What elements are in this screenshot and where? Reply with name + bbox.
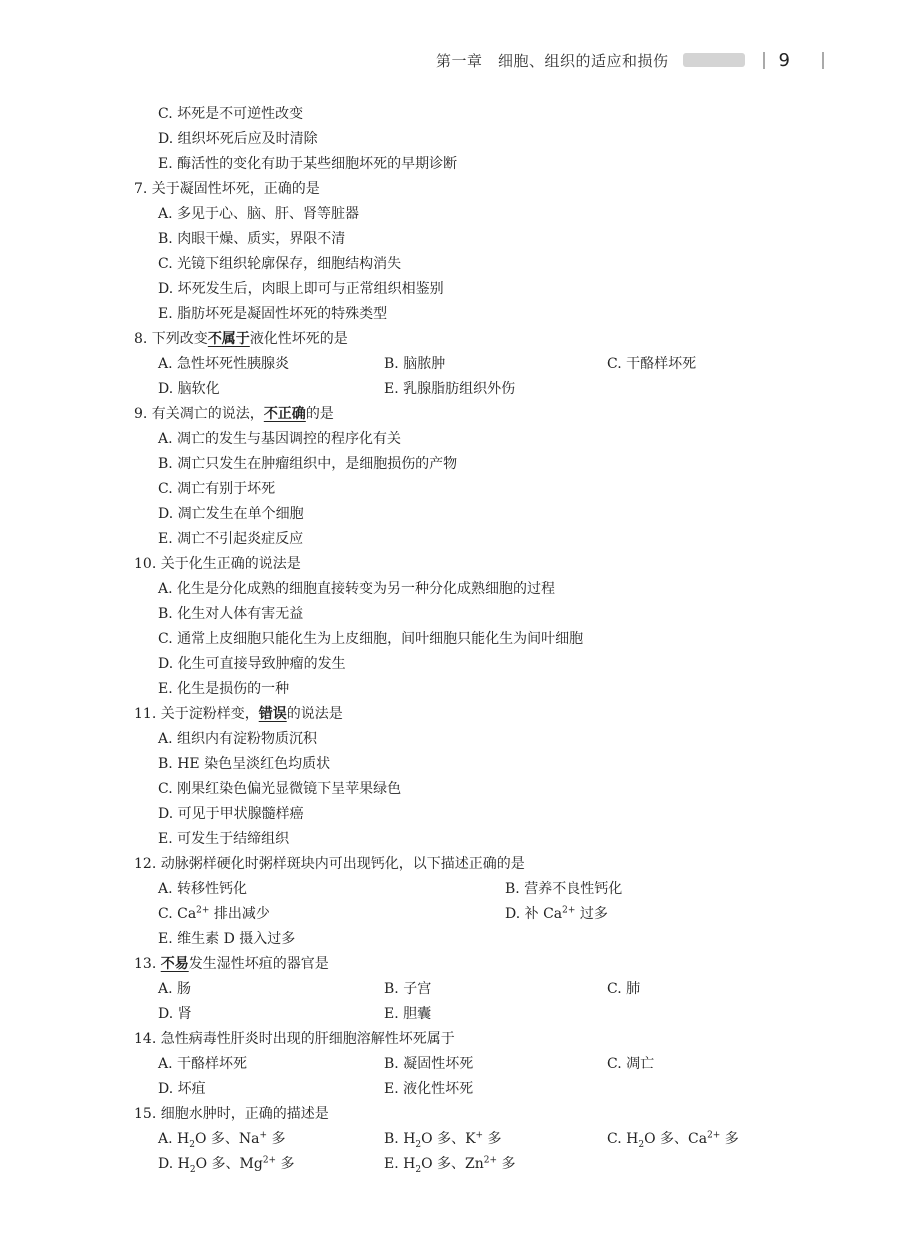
question-15-stem: 15. 细胞水肿时，正确的描述是 — [134, 1106, 329, 1122]
stem-text: 的说法是 — [286, 706, 343, 722]
option-e: E. 化生是损伤的一种 — [158, 681, 290, 697]
question-list — [0, 102, 900, 1177]
option-a: A. 干酪样坏死 — [158, 1056, 248, 1072]
option-b: B. 脑脓肿 — [384, 356, 446, 372]
stem-text: 13. — [134, 956, 161, 972]
option-e: E. 可发生于结缔组织 — [158, 831, 290, 847]
question-9-stem — [134, 402, 334, 427]
option-d — [158, 1152, 295, 1177]
option-b: B. 肉眼干燥、质实，界限不清 — [158, 231, 346, 247]
option-text: 多 — [276, 1156, 295, 1172]
question-stem — [0, 177, 900, 202]
subscript: 2 — [415, 1164, 422, 1175]
option-a: A. 肠 — [158, 981, 192, 997]
stem-text: 液化性坏死的是 — [249, 331, 348, 347]
option-row — [0, 127, 900, 152]
option-d: D. 可见于甲状腺髓样癌 — [158, 806, 304, 822]
stem-text: 9. 有关凋亡的说法， — [134, 406, 264, 422]
question-8-stem — [134, 327, 348, 352]
question-10-stem: 10. 关于化生正确的说法是 — [134, 556, 301, 572]
option-b: B. 化生对人体有害无益 — [158, 606, 304, 622]
option-d — [505, 902, 608, 927]
header-divider — [763, 52, 765, 69]
option-row — [0, 1152, 900, 1177]
header-decorative-bar — [683, 53, 745, 67]
option-row — [0, 827, 900, 852]
option-row — [0, 1002, 900, 1027]
stem-keyword: 错误 — [258, 706, 287, 722]
superscript: 2+ — [562, 905, 576, 916]
stem-text: 的是 — [305, 406, 334, 422]
option-text: O 多、Mg — [195, 1156, 263, 1172]
option-d: D. 组织坏死后应及时清除 — [158, 131, 318, 147]
option-row — [0, 877, 900, 902]
option-text: 过多 — [575, 906, 608, 922]
option-c: C. 坏死是不可逆性改变 — [158, 106, 304, 122]
subscript: 2 — [415, 1139, 422, 1150]
option-d: D. 坏疽 — [158, 1081, 206, 1097]
option-text: A. H — [158, 1131, 190, 1147]
option-a: A. 组织内有淀粉物质沉积 — [158, 731, 318, 747]
question-stem — [0, 852, 900, 877]
option-row — [0, 227, 900, 252]
option-row — [0, 252, 900, 277]
option-b: B. 营养不良性钙化 — [505, 881, 623, 897]
superscript: 2+ — [262, 1155, 277, 1166]
option-text: 多 — [497, 1156, 516, 1172]
option-d: D. 坏死发生后，肉眼上即可与正常组织相鉴别 — [158, 281, 444, 297]
stem-text: 发生湿性坏疽的器官是 — [188, 956, 329, 972]
question-11-stem — [134, 702, 343, 727]
option-row — [0, 377, 900, 402]
option-c: C. 凋亡有别于坏死 — [158, 481, 276, 497]
question-14-stem: 14. 急性病毒性肝炎时出现的肝细胞溶解性坏死属于 — [134, 1031, 455, 1047]
option-row — [0, 752, 900, 777]
stem-keyword: 不易 — [160, 956, 189, 972]
superscript: 2+ — [483, 1155, 498, 1166]
option-a: A. 多见于心、脑、肝、肾等脏器 — [158, 206, 360, 222]
option-c: C. 光镜下组织轮廓保存，细胞结构消失 — [158, 256, 402, 272]
stem-keyword: 不属于 — [207, 331, 250, 347]
option-row — [0, 152, 900, 177]
option-c: C. 干酪样坏死 — [607, 356, 697, 372]
header-divider-right — [822, 52, 824, 69]
option-e — [384, 1152, 515, 1177]
question-stem — [0, 327, 900, 352]
option-a — [158, 1127, 286, 1152]
option-b: B. HE 染色呈淡红色均质状 — [158, 756, 331, 772]
option-a: A. 转移性钙化 — [158, 881, 248, 897]
option-b: B. 凝固性坏死 — [384, 1056, 474, 1072]
option-b: B. 凋亡只发生在肿瘤组织中，是细胞损伤的产物 — [158, 456, 458, 472]
option-row — [0, 527, 900, 552]
option-a: A. 化生是分化成熟的细胞直接转变为另一种分化成熟细胞的过程 — [158, 581, 556, 597]
option-row — [0, 352, 900, 377]
option-a: A. 凋亡的发生与基因调控的程序化有关 — [158, 431, 402, 447]
option-text: B. H — [384, 1131, 416, 1147]
stem-keyword: 不正确 — [263, 406, 306, 422]
option-text: 排出减少 — [209, 906, 270, 922]
option-text: 多 — [483, 1131, 502, 1147]
option-row — [0, 427, 900, 452]
option-row — [0, 577, 900, 602]
option-c — [158, 902, 270, 927]
option-c: C. 通常上皮细胞只能化生为上皮细胞，间叶细胞只能化生为间叶细胞 — [158, 631, 584, 647]
question-stem — [0, 1102, 900, 1127]
option-row — [0, 727, 900, 752]
option-row — [0, 777, 900, 802]
option-e: E. 乳腺脂肪组织外伤 — [384, 381, 516, 397]
superscript: 2+ — [707, 1130, 721, 1141]
option-text: O 多、K — [421, 1131, 476, 1147]
superscript: + — [475, 1130, 484, 1141]
option-c: C. 刚果红染色偏光显微镜下呈苹果绿色 — [158, 781, 402, 797]
option-row — [0, 802, 900, 827]
option-row — [0, 502, 900, 527]
option-e: E. 凋亡不引起炎症反应 — [158, 531, 304, 547]
option-row — [0, 1077, 900, 1102]
option-b: B. 子宫 — [384, 981, 432, 997]
option-row — [0, 1052, 900, 1077]
option-text: 多 — [267, 1131, 286, 1147]
option-row — [0, 902, 900, 927]
option-row — [0, 627, 900, 652]
option-text: E. H — [384, 1156, 416, 1172]
option-row — [0, 652, 900, 677]
option-row — [0, 602, 900, 627]
question-stem — [0, 1027, 900, 1052]
stem-text: 8. 下列改变 — [134, 331, 208, 347]
running-header — [436, 46, 824, 74]
option-c: C. 凋亡 — [607, 1056, 655, 1072]
option-e: E. 胆囊 — [384, 1006, 432, 1022]
stem-text: 11. 关于淀粉样变， — [134, 706, 259, 722]
option-row — [0, 1127, 900, 1152]
superscript: + — [259, 1130, 268, 1141]
option-row — [0, 452, 900, 477]
question-13-stem — [134, 952, 329, 977]
option-row — [0, 102, 900, 127]
option-row — [0, 477, 900, 502]
option-c — [607, 1127, 739, 1152]
option-e: E. 酶活性的变化有助于某些细胞坏死的早期诊断 — [158, 156, 458, 172]
chapter-title: 第一章 细胞、组织的适应和损伤 — [436, 51, 669, 70]
option-e: E. 液化性坏死 — [384, 1081, 474, 1097]
option-text: O 多、Zn — [421, 1156, 484, 1172]
option-row — [0, 977, 900, 1002]
option-text: C. H — [607, 1131, 639, 1147]
question-stem — [0, 952, 900, 977]
question-7-stem: 7. 关于凝固性坏死，正确的是 — [134, 181, 320, 197]
option-e: E. 脂肪坏死是凝固性坏死的特殊类型 — [158, 306, 388, 322]
superscript: 2+ — [196, 905, 210, 916]
subscript: 2 — [189, 1139, 195, 1150]
option-b — [384, 1127, 502, 1152]
option-text: D. 补 Ca — [505, 906, 563, 922]
question-stem — [0, 552, 900, 577]
option-text: C. Ca — [158, 906, 197, 922]
option-row — [0, 302, 900, 327]
option-d: D. 化生可直接导致肿瘤的发生 — [158, 656, 346, 672]
option-d: D. 脑软化 — [158, 381, 220, 397]
subscript: 2 — [189, 1164, 196, 1175]
option-text: O 多、Na — [194, 1131, 260, 1147]
option-d: D. 肾 — [158, 1006, 192, 1022]
option-row — [0, 277, 900, 302]
option-row — [0, 677, 900, 702]
option-row — [0, 202, 900, 227]
question-stem — [0, 702, 900, 727]
option-d: D. 凋亡发生在单个细胞 — [158, 506, 304, 522]
option-text: O 多、Ca — [644, 1131, 708, 1147]
option-a: A. 急性坏死性胰腺炎 — [158, 356, 290, 372]
question-12-stem: 12. 动脉粥样硬化时粥样斑块内可出现钙化，以下描述正确的是 — [134, 856, 525, 872]
option-row — [0, 927, 900, 952]
option-e: E. 维生素 D 摄入过多 — [158, 931, 296, 947]
question-stem — [0, 402, 900, 427]
option-text: D. H — [158, 1156, 190, 1172]
page-number: 9 — [778, 49, 790, 71]
subscript: 2 — [638, 1139, 645, 1150]
option-text: 多 — [720, 1131, 739, 1147]
option-c: C. 肺 — [607, 981, 641, 997]
